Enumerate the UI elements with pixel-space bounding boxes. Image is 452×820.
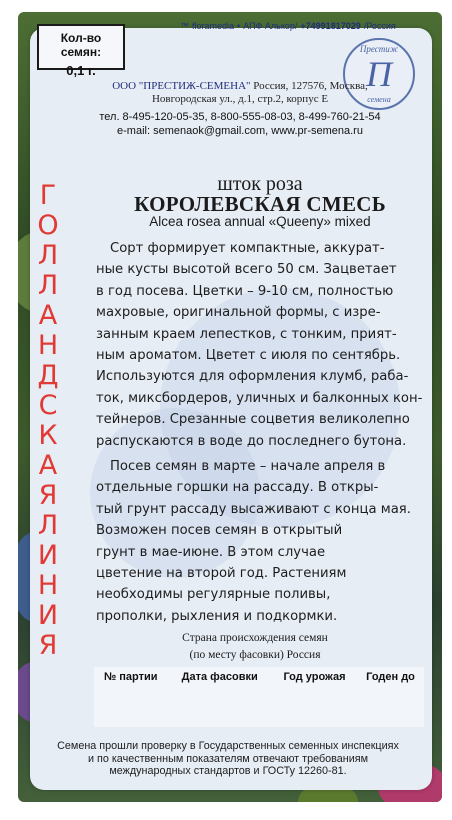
logo-ring-bottom: семена bbox=[367, 95, 391, 104]
origin-line-1: Страна происхождения семян bbox=[182, 632, 328, 644]
description-line: цветение на второй год. Растениям bbox=[96, 565, 347, 581]
website-prefix: www. bbox=[271, 125, 298, 137]
side-title-letter: С bbox=[38, 390, 58, 421]
company-contacts: тел. 8-495-120-05-35, 8-800-555-08-03, 8-499-760-21-54 e-mail: semenaok@gmail.com, www.pr-semena.ru bbox=[40, 110, 440, 138]
best-before-header: Годен до bbox=[366, 671, 415, 683]
trademark-icon: ™ bbox=[180, 21, 189, 31]
description-line: грунт в мае-июне. В этом случае bbox=[96, 544, 326, 560]
company-address bbox=[40, 80, 440, 106]
side-title-letter: Я bbox=[38, 630, 58, 661]
certification-note bbox=[34, 740, 422, 778]
credit-country: /Россия bbox=[363, 21, 396, 31]
origin-line-2: (по месту фасовки) Россия bbox=[189, 649, 321, 661]
description-line: Используются для оформления клумб, рабa- bbox=[96, 369, 409, 385]
description-line: отдельные горшки на рассаду. В откры- bbox=[96, 480, 379, 496]
credit-agency: АПФ Алькор/ bbox=[243, 21, 298, 31]
description-line: ные кусты высотой всего 50 см. Зацветает bbox=[96, 262, 397, 278]
description-line: распускаются в воде до последнего бутона. bbox=[96, 433, 407, 449]
description-line: занным краем лепестков, с тонким, прият- bbox=[96, 326, 397, 342]
quantity-value: 0,1 г. bbox=[66, 63, 96, 78]
side-title-letter: Н bbox=[37, 330, 59, 361]
logo-ring-top: Престиж bbox=[359, 44, 399, 54]
description-line: Возможен посев семян в открытый bbox=[96, 523, 343, 539]
certification-line-1: Семена прошли проверку в Государственных семенных инспекциях bbox=[57, 740, 399, 752]
seed-quantity-box bbox=[37, 24, 125, 78]
description-paragraph-1 bbox=[96, 238, 423, 452]
side-title-letter: Г bbox=[39, 180, 57, 211]
side-title-letter: Л bbox=[37, 510, 59, 541]
side-title-letter: А bbox=[38, 300, 58, 331]
description-paragraph-2 bbox=[96, 456, 416, 627]
credit-phone: +74991817029 bbox=[300, 21, 361, 31]
company-phones: тел. 8-495-120-05-35, 8-800-555-08-03, 8-499-760-21-54 bbox=[99, 111, 381, 123]
quantity-label: Кол-во семян: bbox=[60, 31, 102, 59]
latin-name: Alcea rosea annual «Queeny» mixed bbox=[149, 214, 371, 229]
dutch-line-vertical-title bbox=[32, 181, 64, 661]
description-line: тый грунт рассаду высаживают с конца мая. bbox=[96, 501, 411, 517]
company-address-line-2: Новгородская ул., д.1, стр.2, корпус Е bbox=[151, 93, 329, 105]
side-title-letter: Н bbox=[37, 570, 59, 601]
certification-line-2: и по качественным показателям отвечают требованиям bbox=[87, 752, 369, 765]
description-line: тейнеров. Срезанные соцветия великолепно bbox=[96, 412, 410, 428]
company-name: ООО "ПРЕСТИЖ-СЕМЕНА" bbox=[112, 80, 251, 92]
description-line: Сорт формирует компактные, аккурат- bbox=[110, 241, 385, 256]
email-label: e-mail: bbox=[117, 125, 151, 137]
side-title-letter: А bbox=[38, 450, 58, 481]
side-title-letter: И bbox=[37, 540, 59, 571]
packing-date-cell bbox=[168, 685, 272, 727]
credit-separator: • bbox=[237, 21, 241, 31]
plant-type: шток роза bbox=[217, 173, 303, 195]
logo-letter: П bbox=[366, 54, 392, 94]
variety-name: КОРОЛЕВСКАЯ СМЕСЬ bbox=[134, 192, 386, 216]
website-link[interactable]: pr-semena.ru bbox=[297, 125, 363, 137]
description-line: ным ароматом. Цветет с июля по сентябрь. bbox=[96, 347, 401, 363]
description-line: в год посева. Цветки – 9-10 см, полностью bbox=[96, 283, 394, 299]
description-line: необходимы регулярные поливы, bbox=[96, 587, 331, 603]
side-title-letter: Я bbox=[38, 480, 58, 511]
best-before-cell bbox=[357, 685, 424, 727]
description-line: ток, миксбордеров, уличных и балконных кон- bbox=[96, 390, 423, 406]
certification-line-3: международных стандартов и ГОСТу 12260-81. bbox=[109, 765, 347, 777]
harvest-year-cell bbox=[272, 685, 357, 727]
description-line: Посев семян в марте – начале апреля в bbox=[110, 459, 386, 474]
description-line: махровые, оригинальной формы, с изре- bbox=[96, 305, 381, 321]
batch-info-table bbox=[94, 667, 424, 727]
side-title-letter: Л bbox=[37, 240, 59, 271]
credit-floramedia: floramedia bbox=[192, 21, 235, 31]
side-title-letter: К bbox=[38, 420, 58, 451]
origin-country bbox=[130, 630, 380, 664]
side-title-letter: Л bbox=[37, 270, 59, 301]
side-title-letter: И bbox=[37, 600, 59, 631]
batch-number-cell bbox=[94, 685, 168, 727]
email-link[interactable]: semenaok@gmail.com bbox=[153, 125, 266, 137]
packing-date-header: Дата фасовки bbox=[181, 671, 258, 683]
side-title-letter: О bbox=[37, 210, 59, 241]
side-title-letter: Д bbox=[37, 360, 59, 391]
description-line: прополки, рыхления и подкормки. bbox=[96, 608, 338, 624]
company-address-line-1: Россия, 127576, Москва, bbox=[253, 80, 368, 92]
batch-number-header: № партии bbox=[103, 671, 158, 683]
print-credits bbox=[180, 18, 442, 34]
harvest-year-header: Год урожая bbox=[283, 671, 346, 683]
